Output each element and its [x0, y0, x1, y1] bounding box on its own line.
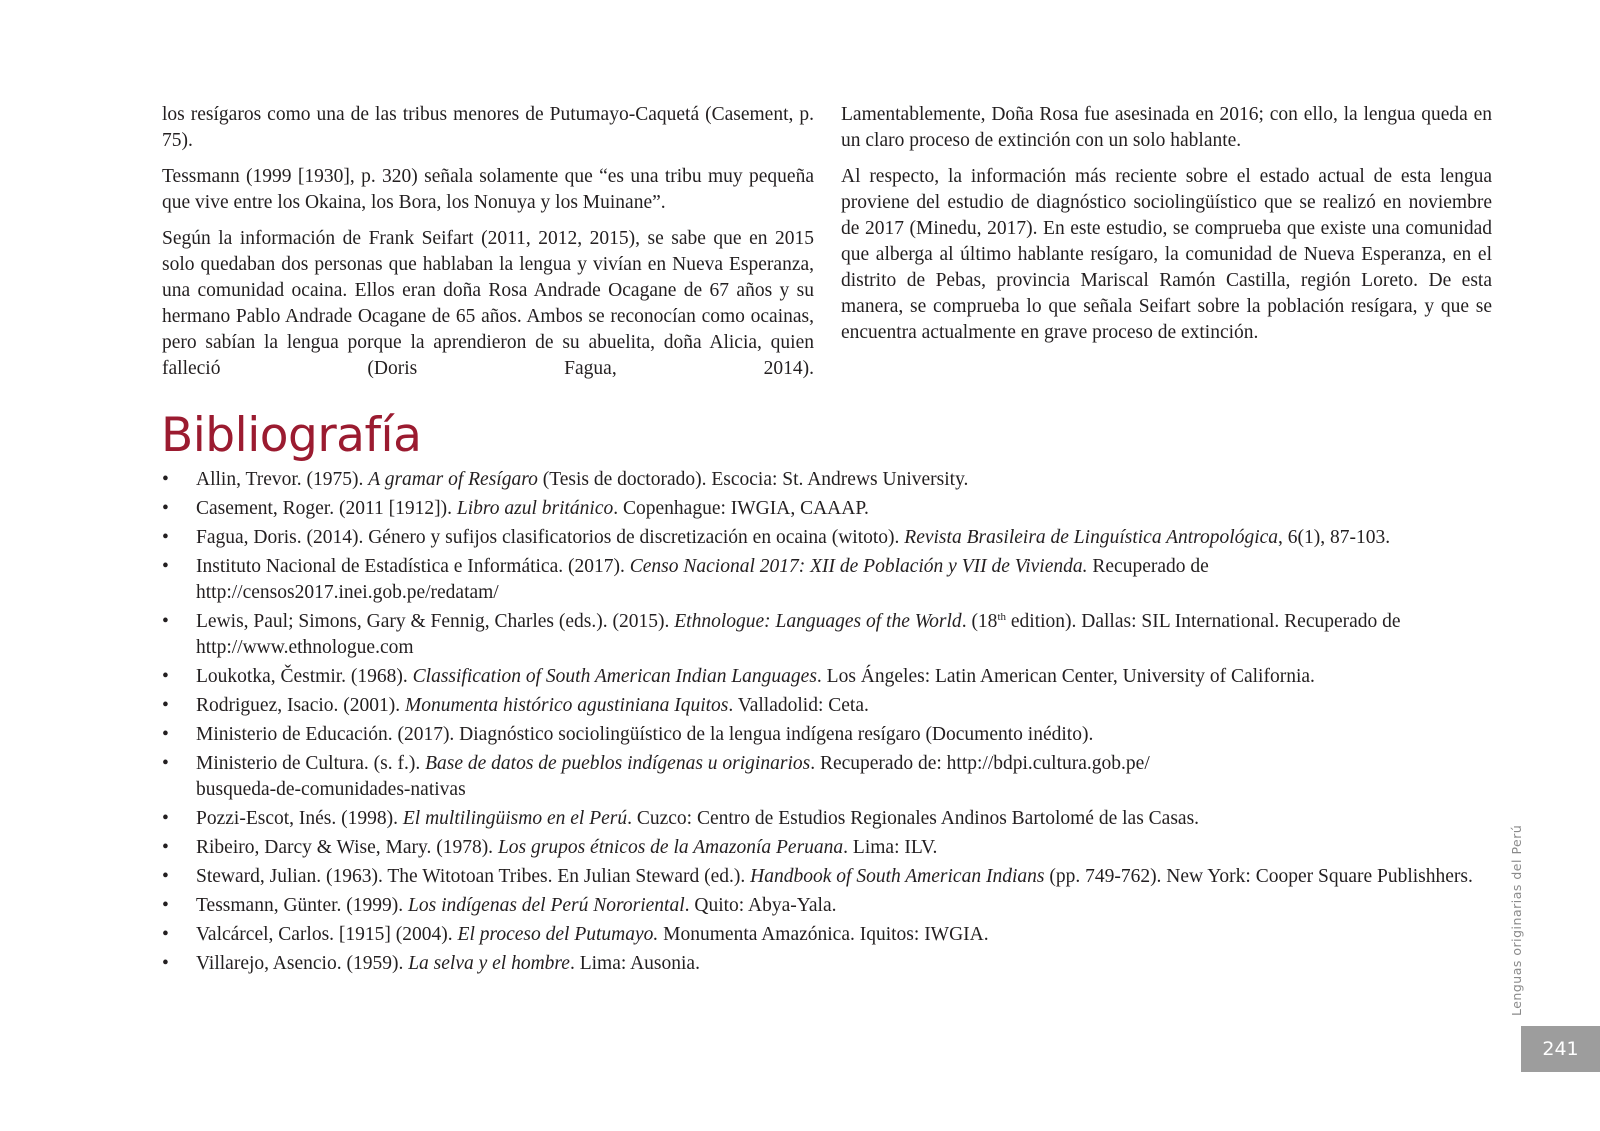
page-number: 241 — [1521, 1026, 1600, 1072]
paragraph: Al respecto, la información más reciente sobre el estado actual de esta lengua proviene del estudio de diagnóstico sociolingüístico que se realizó en noviembre de 2017 (Minedu, 2017). En este estudio, se comprueba que existe una comunidad que alberga al último hablante resígaro, la comunidad de Nueva Esperanza, en el distrito de Pebas, provincia Mariscal Ramón Castilla, región Loreto. De esta manera, se comprueba lo que señala Seifart sobre la población resígara, y que se encuentra actualmente en grave proceso de extinción. — [841, 166, 1492, 343]
paragraph: Según la información de Frank Seifart (2011, 2012, 2015), se sabe que en 2015 solo quedaban dos personas que hablaban la lengua y vivían en Nueva Esperanza, una comunidad ocaina. Ellos eran doña Rosa Andrade Ocagane de 67 años y su hermano Pablo Andrade Ocagane de 65 años. Ambos se reconocían como ocainas, pero sabían la lengua porque la aprendieron de su abuelita, doña Alicia, quien falleció (Doris Fagua, 2014). — [162, 228, 814, 379]
bibliography-item: • Rodriguez, Isacio. (2001). Monumenta histórico agustiniana Iquitos. Valladolid: Ceta. — [162, 693, 1492, 719]
bibliography-item: • Tessmann, Günter. (1999). Los indígenas del Perú Nororiental. Quito: Abya-Yala. — [162, 893, 1492, 919]
bibliography-item: • Casement, Roger. (2011 [1912]). Libro azul británico. Copenhague: IWGIA, CAAAP. — [162, 496, 1492, 522]
bibliography-item: • Loukotka, Čestmir. (1968). Classification of South American Indian Languages. Los Ángeles: Latin American Center, University of California. — [162, 664, 1492, 690]
paragraph: los resígaros como una de las tribus menores de Putumayo-Caquetá (Casement, p. 75). — [162, 104, 814, 151]
bibliography-item: • Steward, Julian. (1963). The Witotoan Tribes. En Julian Steward (ed.). Handbook of South American Indians (pp. 749-762). New York: Cooper Square Publishhers. — [162, 864, 1492, 890]
bibliography-list — [162, 467, 1492, 980]
bibliography-heading: Bibliografía — [161, 408, 422, 463]
bibliography-item: • Ministerio de Cultura. (s. f.). Base de datos de pueblos indígenas u originarios. Recuperado de: http://bdpi.cultura.gob.pe/ busqueda-de-comunidades-nativas — [162, 751, 1492, 803]
bibliography-item: • Instituto Nacional de Estadística e Informática. (2017). Censo Nacional 2017: XII de Población y VII de Vivienda. Recuperado de http://censos2017.inei.gob.pe/redatam/ — [162, 554, 1492, 606]
right-column — [841, 102, 1492, 356]
bibliography-item: • Villarejo, Asencio. (1959). La selva y el hombre. Lima: Ausonia. — [162, 951, 1492, 977]
bibliography-item: • Ministerio de Educación. (2017). Diagnóstico sociolingüístico de la lengua indígena resígaro (Documento inédito). — [162, 722, 1492, 748]
bibliography-item: • Ribeiro, Darcy & Wise, Mary. (1978). Los grupos étnicos de la Amazonía Peruana. Lima: ILV. — [162, 835, 1492, 861]
bibliography-item: • Fagua, Doris. (2014). Género y sufijos clasificatorios de discretización en ocaina (witoto). Revista Brasileira de Linguística Antropológica, 6(1), 87-103. — [162, 525, 1492, 551]
paragraph: Lamentablemente, Doña Rosa fue asesinada en 2016; con ello, la lengua queda en un claro proceso de extinción con un solo hablante. — [841, 104, 1492, 151]
bibliography-item: • Pozzi-Escot, Inés. (1998). El multilingüismo en el Perú. Cuzco: Centro de Estudios Regionales Andinos Bartolomé de las Casas. — [162, 806, 1492, 832]
bibliography-item: • Valcárcel, Carlos. [1915] (2004). El proceso del Putumayo. Monumenta Amazónica. Iquitos: IWGIA. — [162, 922, 1492, 948]
bibliography-item: • Allin, Trevor. (1975). A gramar of Resígaro (Tesis de doctorado). Escocia: St. Andrews University. — [162, 467, 1492, 493]
left-column — [162, 102, 814, 392]
bibliography-item: • Lewis, Paul; Simons, Gary & Fennig, Charles (eds.). (2015). Ethnologue: Languages of the World. (18th edition). Dallas: SIL International. Recuperado de http://www.ethnologue.com — [162, 609, 1492, 661]
running-footer-label: Lenguas originarias del Perú — [1509, 824, 1524, 1016]
paragraph: Tessmann (1999 [1930], p. 320) señala solamente que “es una tribu muy pequeña que vive entre los Okaina, los Bora, los Nonuya y los Muinane”. — [162, 166, 814, 213]
